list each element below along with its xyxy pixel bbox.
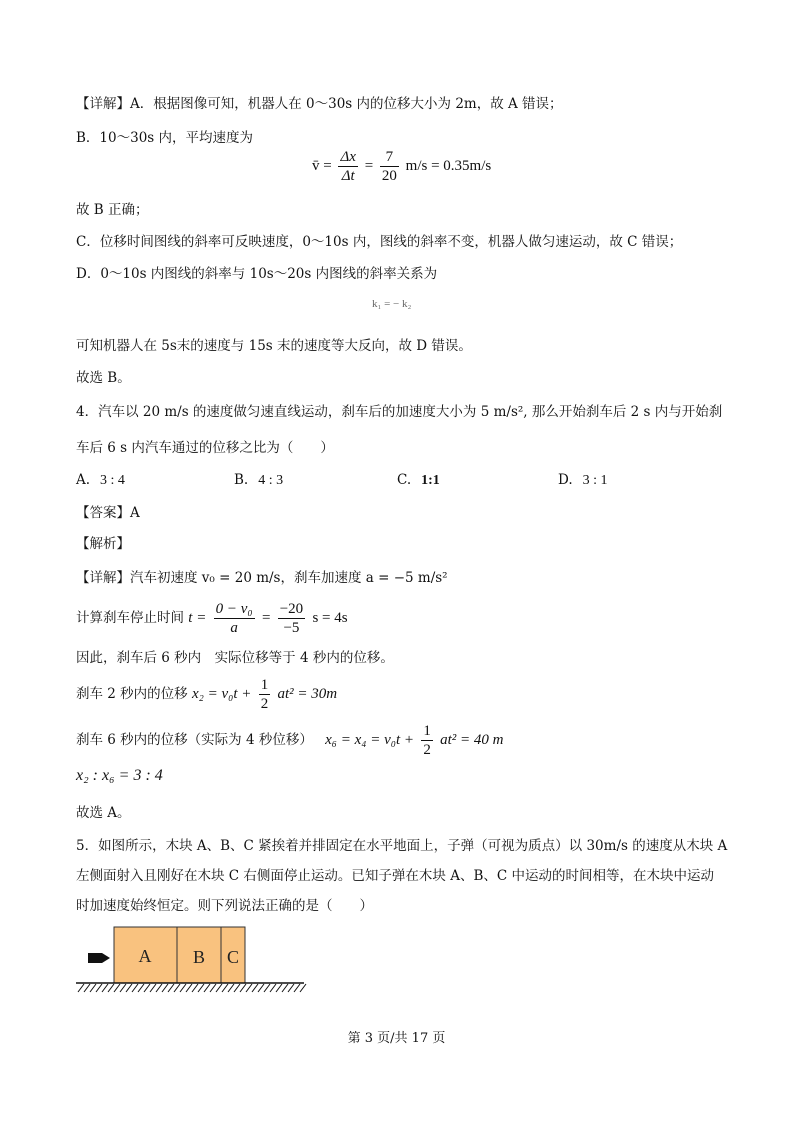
hatch-mark bbox=[228, 984, 234, 992]
detail-stop-time: 计算刹车停止时间 t = $\frac{\text{0 − v₀}}{a}$ = $\frac{-20}{-5}$ s = 4s bbox=[76, 601, 348, 636]
question5-line3: 时加速度始终恒定。则下列说法正确的是（ ） bbox=[76, 898, 373, 914]
hatch-mark bbox=[108, 984, 114, 992]
hatch-mark bbox=[132, 984, 138, 992]
hatch-mark bbox=[234, 984, 240, 992]
block-a-label: A bbox=[138, 946, 152, 966]
hatch-mark bbox=[156, 984, 162, 992]
page-footer: 第 3 页/共 17 页 bbox=[347, 1031, 446, 1046]
hatch-mark bbox=[192, 984, 198, 992]
hatch-mark bbox=[282, 984, 288, 992]
hatch-mark bbox=[120, 984, 126, 992]
block-b bbox=[177, 927, 221, 983]
hatch-mark bbox=[138, 984, 144, 992]
hatch-mark bbox=[252, 984, 258, 992]
hatch-mark bbox=[186, 984, 192, 992]
hatch-mark bbox=[216, 984, 222, 992]
choose-a: 故选 A。 bbox=[76, 805, 131, 821]
detail-x2: 刹车 2 秒内的位移 x₂ = v₀t + $\frac{1}{2}$ at² = 30m bbox=[76, 677, 338, 712]
hatch-mark bbox=[210, 984, 216, 992]
explain-a: 【详解】A．根据图像可知，机器人在 0～30s 内的位移大小为 2m，故 A 错误； bbox=[76, 96, 563, 112]
option-a: A. 3 : 4 bbox=[76, 472, 125, 488]
hatch-mark bbox=[168, 984, 174, 992]
bullet-icon bbox=[88, 953, 110, 963]
hatch-mark bbox=[174, 984, 180, 992]
equation-slope-relation: k₁ = − k₂ bbox=[372, 298, 412, 310]
explain-b-conclusion: 故 B 正确； bbox=[76, 202, 149, 218]
question5-line1: 5．如图所示，木块 A、B、C 紧挨着并排固定在水平地面上，子弹（可视为质点）以 30m/s 的速度从木块 A bbox=[76, 838, 728, 854]
hatch-mark bbox=[78, 984, 84, 992]
hatch-mark bbox=[114, 984, 120, 992]
option-b: B. 4 : 3 bbox=[234, 472, 284, 488]
hatch-mark bbox=[204, 984, 210, 992]
hatch-mark bbox=[288, 984, 294, 992]
hatch-mark bbox=[144, 984, 150, 992]
hatch-mark bbox=[84, 984, 90, 992]
hatch-mark bbox=[180, 984, 186, 992]
hatch-mark bbox=[264, 984, 270, 992]
hatch-mark bbox=[198, 984, 204, 992]
block-c-label: C bbox=[226, 947, 240, 967]
question5-line2: 左侧面射入且刚好在木块 C 右侧面停止运动。已知子弹在木块 A、B、C 中运动的时间相等，在木块中运动 bbox=[76, 868, 714, 884]
hatch-mark bbox=[258, 984, 264, 992]
detail-conclusion: 因此，刹车后 6 秒内 实际位移等于 4 秒内的位移。 bbox=[76, 650, 394, 666]
hatch-mark bbox=[96, 984, 102, 992]
detail-initial-values: 【详解】汽车初速度 v₀ = 20 m/s，刹车加速度 a = −5 m/s² bbox=[76, 570, 448, 586]
hatch-mark bbox=[102, 984, 108, 992]
answer-label: 【答案】A bbox=[76, 505, 140, 521]
explain-d: D．0～10s 内图线的斜率与 10s～20s 内图线的斜率关系为 bbox=[76, 266, 438, 282]
hatch-mark bbox=[162, 984, 168, 992]
blocks-figure bbox=[76, 926, 316, 1006]
block-a bbox=[114, 927, 177, 983]
hatch-mark bbox=[300, 984, 306, 992]
choose-b: 故选 B。 bbox=[76, 370, 131, 386]
explain-c: C．位移时间图线的斜率可反映速度，0～10s 内，图线的斜率不变，机器人做匀速运动，故 C 错误； bbox=[76, 234, 683, 250]
hatch-mark bbox=[240, 984, 246, 992]
hatch-mark bbox=[270, 984, 276, 992]
analysis-label: 【解析】 bbox=[76, 536, 130, 552]
detail-x6: 刹车 6 秒内的位移（实际为 4 秒位移） x₆ = x₄ = v₀t + $\frac{1}{2}$ at² = 40 m bbox=[76, 723, 504, 758]
detail-ratio: x₂ : x₆ = 3 : 4 bbox=[76, 767, 163, 784]
question4-line2: 车后 6 s 内汽车通过的位移之比为（ ） bbox=[76, 440, 334, 456]
hatch-mark bbox=[246, 984, 252, 992]
hatch-mark bbox=[294, 984, 300, 992]
block-c bbox=[221, 927, 245, 983]
ground-hatch bbox=[76, 983, 306, 992]
equation-average-velocity: v̄ = $\frac{\Delta x}{\Delta t}$ = $\frac{7}{20}$ m/s = 0.35m/s bbox=[312, 149, 492, 184]
block-b-label: B bbox=[192, 947, 206, 967]
hatch-mark bbox=[126, 984, 132, 992]
question4-line1: 4．汽车以 20 m/s 的速度做匀速直线运动，刹车后的加速度大小为 5 m/s², 那么开始刹车后 2 s 内与开始刹 bbox=[76, 404, 723, 420]
option-c: C. 1:1 bbox=[397, 472, 440, 488]
hatch-mark bbox=[90, 984, 96, 992]
hatch-mark bbox=[150, 984, 156, 992]
explain-d-conclusion: 可知机器人在 5s末的速度与 15s 末的速度等大反向，故 D 错误。 bbox=[76, 338, 472, 354]
hatch-mark bbox=[222, 984, 228, 992]
hatch-mark bbox=[276, 984, 282, 992]
explain-b: B．10～30s 内，平均速度为 bbox=[76, 130, 253, 146]
option-d: D. 3 : 1 bbox=[558, 472, 608, 488]
